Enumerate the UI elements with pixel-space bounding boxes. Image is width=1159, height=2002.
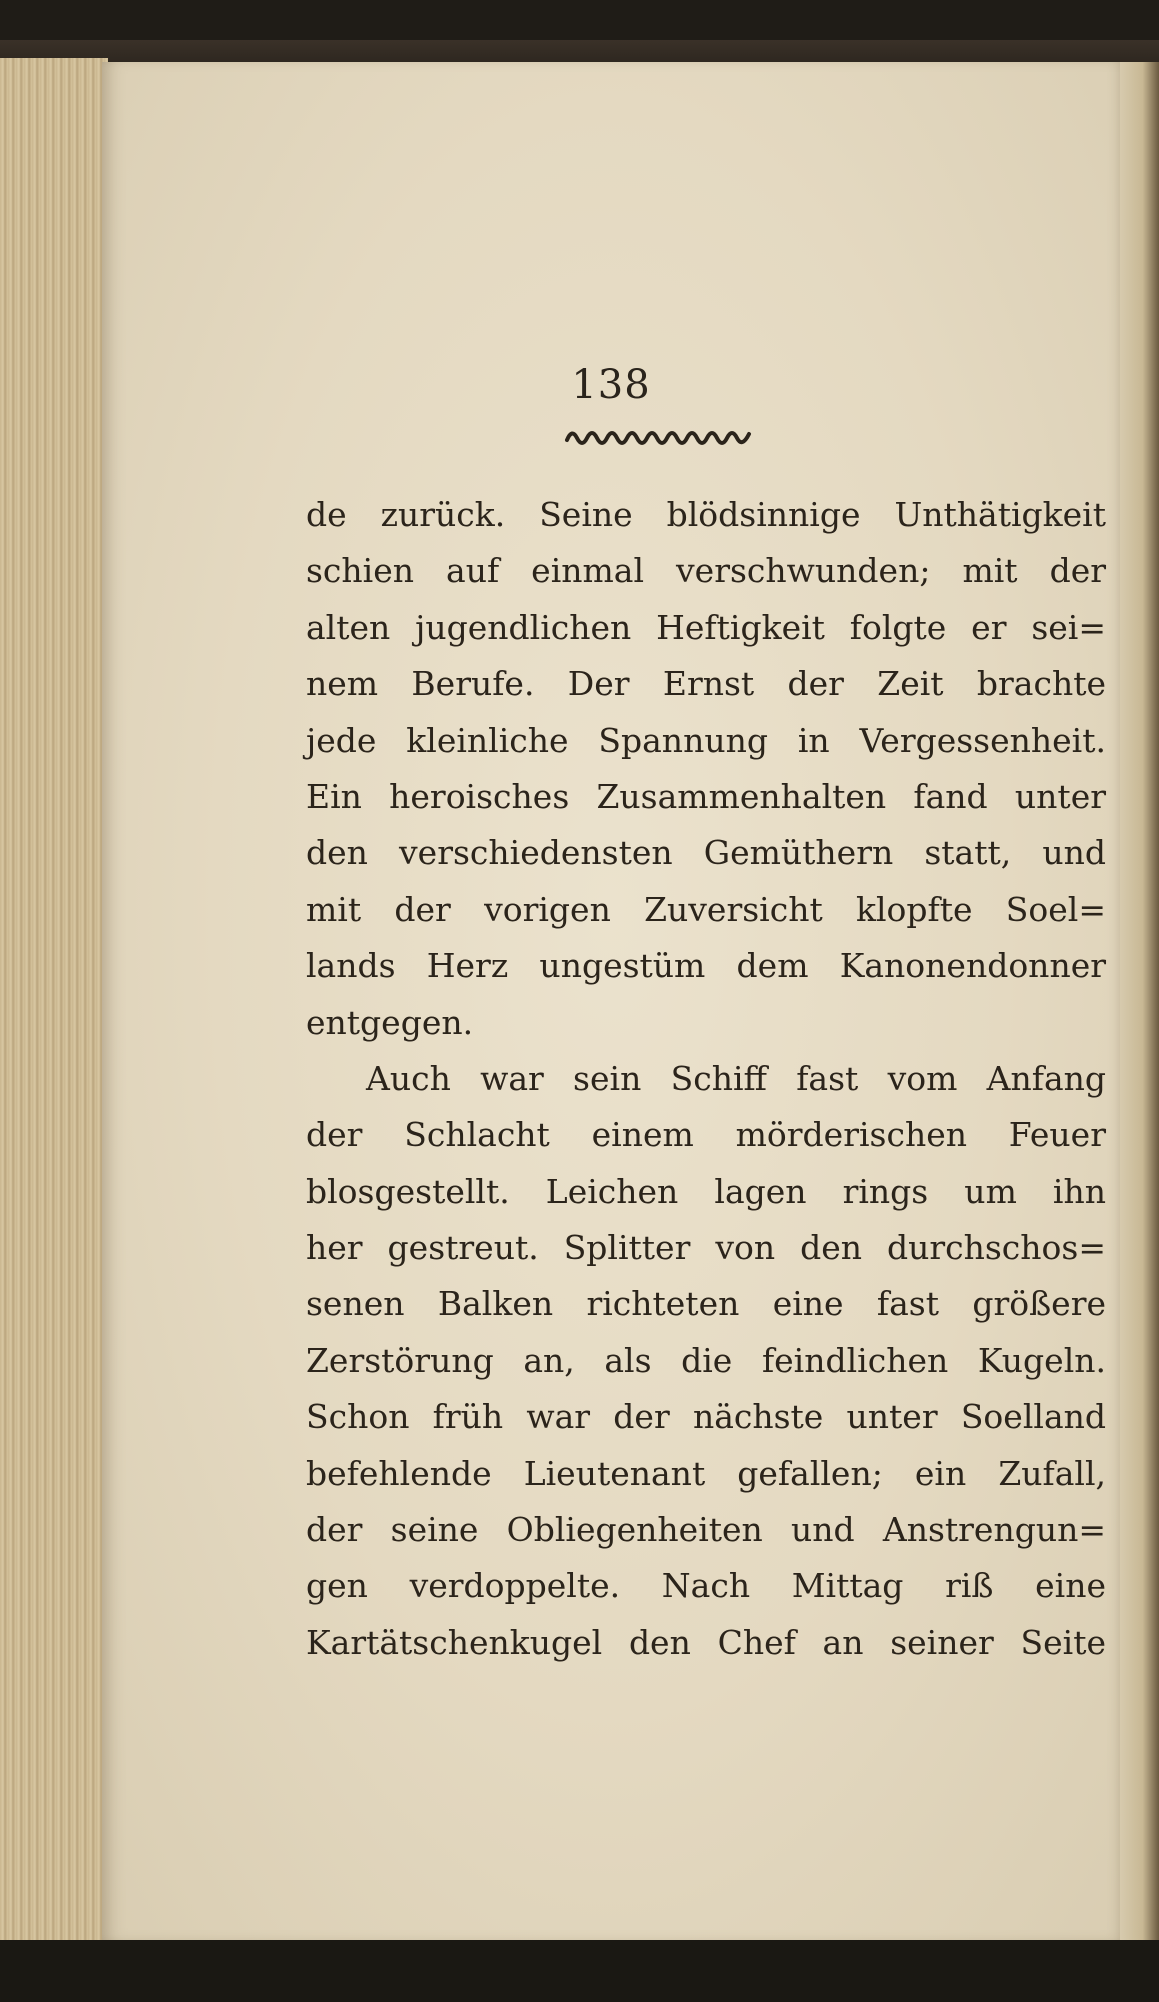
text-line: her gestreut. Splitter von den durchschos= — [306, 1228, 1106, 1268]
text-line: lands Herz ungestüm dem Kanonendonner — [306, 946, 1106, 986]
text-line: entgegen. — [306, 1002, 474, 1042]
text-line: der seine Obliegenheiten und Anstrengun= — [306, 1510, 1106, 1550]
scan-background-bottom — [0, 1940, 1159, 2002]
text-line: befehlende Lieutenant gefallen; ein Zufall, — [306, 1453, 1106, 1493]
text-line: senen Balken richteten eine fast größere — [306, 1284, 1106, 1324]
text-line: den verschiedensten Gemüthern statt, und — [306, 833, 1106, 873]
text-line: blosgestellt. Leichen lagen rings um ihn — [306, 1171, 1106, 1211]
text-line: schien auf einmal verschwunden; mit der — [306, 551, 1106, 591]
text-line: Schon früh war der nächste unter Soelland — [306, 1397, 1106, 1437]
page-edges-right — [1118, 62, 1159, 1942]
page-edges-left — [0, 58, 108, 1948]
text-line-paragraph-start: Auch war sein Schiff fast vom Anfang — [366, 1058, 1106, 1098]
text-line: Zerstörung an, als die feindlichen Kugeln. — [306, 1340, 1106, 1380]
text-line: Ein heroisches Zusammenhalten fand unter — [306, 776, 1106, 816]
text-line: nem Berufe. Der Ernst der Zeit brachte — [306, 664, 1106, 704]
wavy-rule-ornament-icon — [563, 424, 753, 446]
text-line: de zurück. Seine blödsinnige Unthätigkeit — [306, 495, 1106, 534]
book-page — [102, 62, 1120, 1940]
text-line: der Schlacht einem mörderischen Feuer — [306, 1115, 1106, 1155]
text-line: Kartätschenkugel den Chef an seiner Seite — [306, 1622, 1106, 1662]
text-line: gen verdoppelte. Nach Mittag riß eine — [306, 1566, 1106, 1606]
page-number: 138 — [571, 362, 651, 408]
page-text — [306, 487, 1106, 1671]
text-line: jede kleinliche Spannung in Vergessenheit. — [306, 720, 1106, 760]
text-line: mit der vorigen Zuversicht klopfte Soel= — [306, 889, 1106, 929]
text-line: alten jugendlichen Heftigkeit folgte er sei= — [306, 607, 1106, 647]
